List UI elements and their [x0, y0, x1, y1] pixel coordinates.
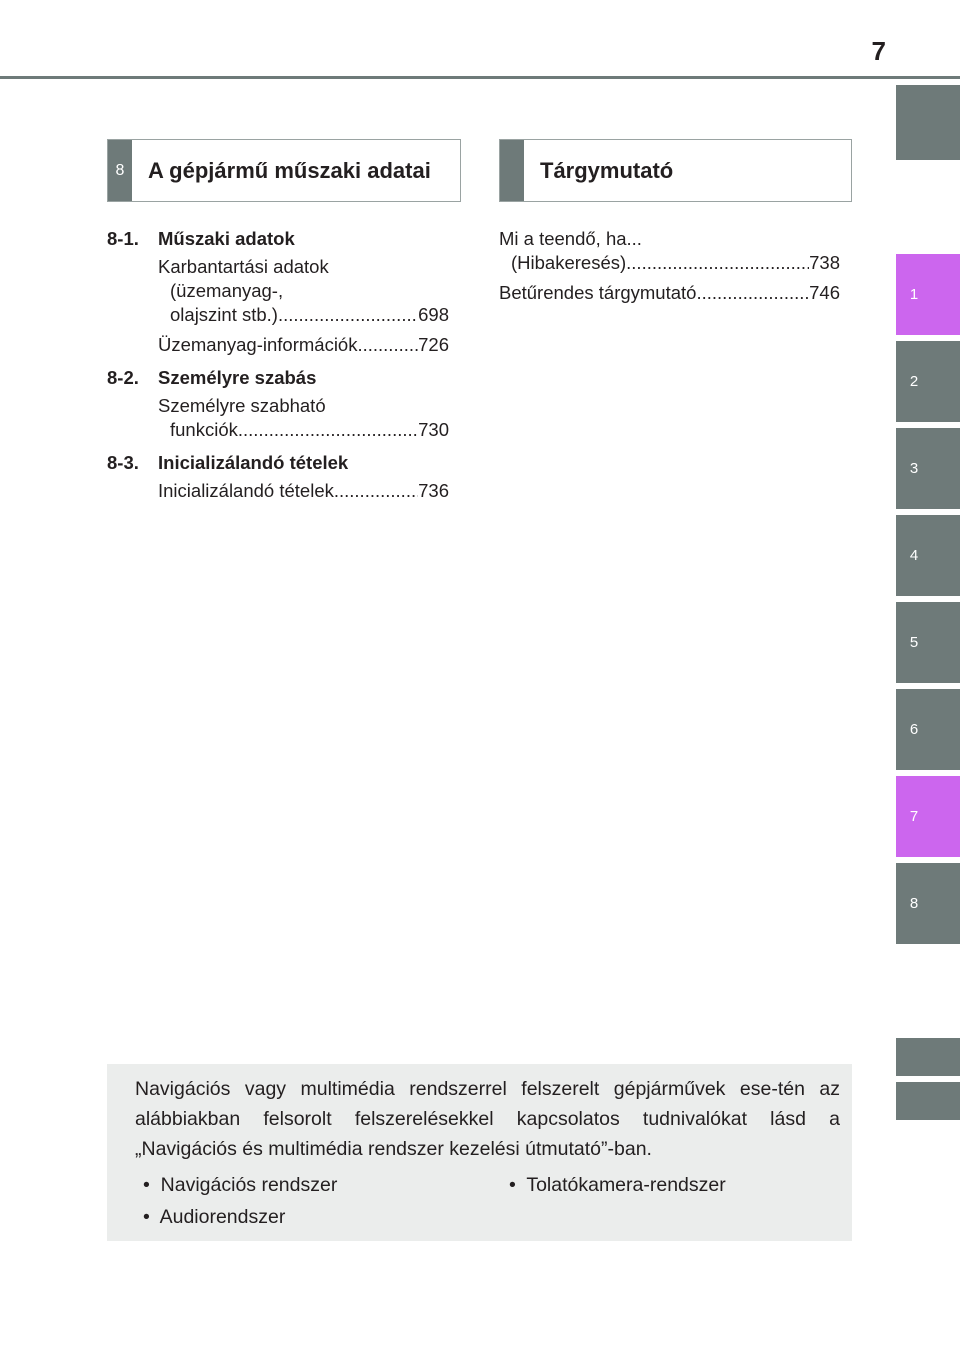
group-title: Műszaki adatok [158, 228, 295, 249]
toc-group-8-2[interactable] [107, 366, 449, 394]
entry-line: Karbantartási adatok [158, 256, 329, 277]
entry-label: funkciók [170, 419, 238, 440]
entry-label: olajszint stb.) [170, 304, 278, 325]
top-rule [0, 76, 960, 79]
side-tab-bottom-1[interactable] [896, 1038, 960, 1076]
group-number: 8-1. [107, 228, 139, 249]
side-tab-2[interactable]: 2 [896, 341, 960, 422]
toc-entry[interactable] [499, 227, 840, 275]
side-tab-7[interactable]: 7 [896, 776, 960, 857]
entry-page: 736 [418, 480, 449, 501]
side-tab-8[interactable]: 8 [896, 863, 960, 944]
toc-entry[interactable] [158, 333, 449, 357]
bullet-text: Tolatókamera-rendszer [526, 1174, 726, 1196]
side-tab-bottom-2[interactable] [896, 1082, 960, 1120]
section-title-index: Tárgymutató [540, 157, 674, 183]
dot-leader [357, 333, 418, 357]
toc-entry[interactable] [158, 479, 449, 503]
bullet-item: • Navigációs rendszer [143, 1174, 338, 1196]
entry-page: 698 [418, 304, 449, 325]
dot-leader [238, 418, 418, 442]
entry-line: Személyre szabható [158, 395, 326, 416]
entry-page: 726 [418, 334, 449, 355]
side-tab-4[interactable]: 4 [896, 515, 960, 596]
section-title: A gépjármű műszaki adatai [148, 157, 431, 183]
entry-page: 730 [418, 419, 449, 440]
entry-label: (Hibakeresés) [511, 252, 627, 273]
entry-page: 746 [809, 282, 840, 303]
bullet-text: Audiorendszer [159, 1206, 286, 1228]
entry-label: Üzemanyag-információk [158, 334, 358, 355]
entry-page: 738 [809, 252, 840, 273]
dot-leader [696, 281, 809, 305]
group-title: Inicializálandó tételek [158, 452, 349, 473]
section-header-index [499, 139, 852, 202]
toc-entry[interactable] [499, 281, 840, 305]
info-note-text: Navigációs vagy multimédia rendszerrel felszerelt gépjárművek ese-tén az alábbiakban felsorolt felszerelésekkel kapcsolatos tudnivalókat lásd a „Navigációs és multimédia rendszer kezelési útmutató”-ban. [135, 1078, 840, 1160]
entry-label: Betűrendes tárgymutató [499, 282, 697, 303]
dot-leader [626, 251, 809, 275]
section-number-badge: 8 [108, 140, 132, 201]
side-tab-5[interactable]: 5 [896, 602, 960, 683]
side-tab-1[interactable]: 1 [896, 254, 960, 335]
group-number: 8-3. [107, 452, 139, 473]
dot-leader [334, 479, 418, 503]
entry-line: (üzemanyag-, [170, 280, 284, 301]
bullet-item: • Audiorendszer [143, 1206, 286, 1228]
toc-right [499, 227, 840, 305]
page-number: 7 [871, 36, 886, 66]
section-color-bar [500, 140, 524, 201]
side-tab-6[interactable]: 6 [896, 689, 960, 770]
toc-group-8-3[interactable] [107, 451, 449, 479]
dot-leader [278, 303, 418, 327]
side-tab-top[interactable] [896, 85, 960, 160]
toc-entry[interactable] [158, 255, 449, 327]
bullet-item: • Tolatókamera-rendszer [509, 1174, 726, 1196]
toc-left [107, 227, 449, 503]
group-title: Személyre szabás [158, 367, 317, 388]
bullet-text: Navigációs rendszer [160, 1174, 338, 1196]
group-number: 8-2. [107, 367, 139, 388]
toc-entry[interactable] [158, 394, 449, 442]
side-tab-3[interactable]: 3 [896, 428, 960, 509]
section-header-specifications [107, 139, 461, 202]
entry-line: Mi a teendő, ha... [499, 228, 642, 249]
toc-group-8-1[interactable] [107, 227, 449, 255]
entry-label: Inicializálandó tételek [158, 480, 334, 501]
